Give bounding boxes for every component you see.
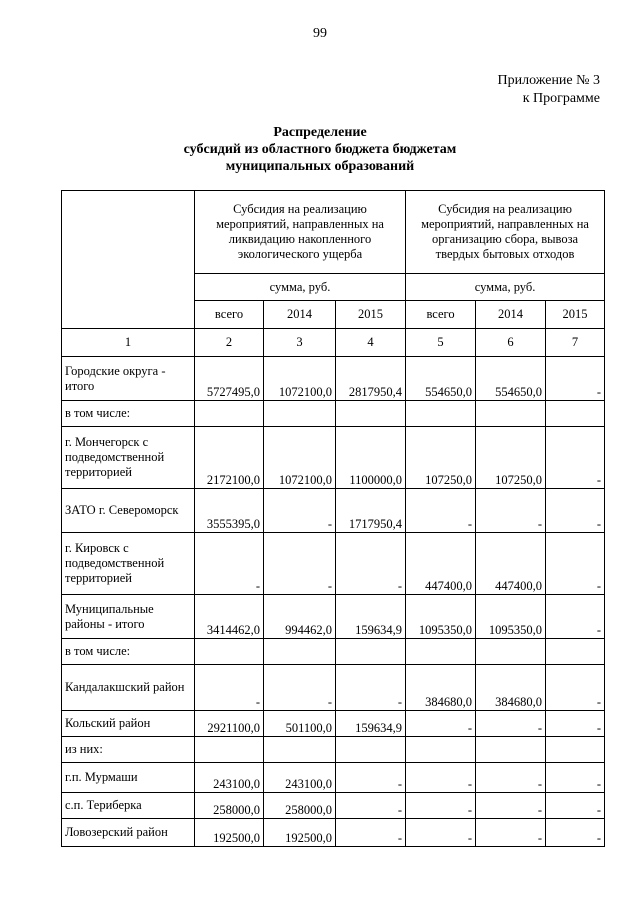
table-row [62,763,605,793]
table-row [62,793,605,819]
cell-value: 554650,0 [476,357,546,401]
sub-header-2015-2: 2015 [546,301,605,329]
cell-value: 1072100,0 [264,357,336,401]
row-name: г. Мончегорск с подведомственной территорией [62,427,195,489]
cell-value [406,401,476,427]
cell-value: - [406,793,476,819]
cell-value [546,737,605,763]
cell-value: 107250,0 [406,427,476,489]
cell-value [476,639,546,665]
cell-value [336,639,406,665]
sub-header-2014-1: 2014 [264,301,336,329]
cell-value: 447400,0 [476,533,546,595]
cell-value: - [195,665,264,711]
row-name: г.п. Мурмаши [62,763,195,793]
cell-value: - [336,665,406,711]
cell-value: 1095350,0 [406,595,476,639]
table-row [62,737,605,763]
cell-value: 501100,0 [264,711,336,737]
table-row [62,665,605,711]
cell-value: 258000,0 [195,793,264,819]
cell-value: - [546,427,605,489]
cell-value: - [406,711,476,737]
column-number: 4 [336,329,406,357]
cell-value: 2817950,4 [336,357,406,401]
cell-value: 192500,0 [195,819,264,847]
cell-value: - [336,763,406,793]
document-title [0,124,640,175]
cell-value [476,401,546,427]
row-name: Муниципальные районы - итого [62,595,195,639]
row-name: ЗАТО г. Североморск [62,489,195,533]
cell-value [264,639,336,665]
cell-value: - [336,793,406,819]
cell-value: - [406,489,476,533]
cell-value: 3414462,0 [195,595,264,639]
column-number: 7 [546,329,605,357]
appendix-line-2: к Программе [522,91,600,106]
column-number: 1 [62,329,195,357]
row-name: Кольский район [62,711,195,737]
row-name: г. Кировск с подведомственной территорией [62,533,195,595]
cell-value: 1717950,4 [336,489,406,533]
cell-value [476,737,546,763]
column-number: 3 [264,329,336,357]
sub-header-total-1: всего [195,301,264,329]
sum-label-2: сумма, руб. [406,274,605,301]
table-row [62,427,605,489]
row-name: с.п. Териберка [62,793,195,819]
cell-value: - [546,489,605,533]
cell-value: 447400,0 [406,533,476,595]
subsidy-table [61,190,605,847]
cell-value: 384680,0 [406,665,476,711]
title-line-1: Распределение [273,125,367,140]
cell-value: - [406,763,476,793]
cell-value: 2921100,0 [195,711,264,737]
row-name: в том числе: [62,639,195,665]
cell-value: - [546,793,605,819]
cell-value [195,737,264,763]
page-number: 99 [313,26,327,41]
cell-value: - [546,763,605,793]
cell-value [336,737,406,763]
cell-value: - [546,665,605,711]
cell-value: 159634,9 [336,711,406,737]
row-name: в том числе: [62,401,195,427]
cell-value: 243100,0 [195,763,264,793]
cell-value: 258000,0 [264,793,336,819]
cell-value: 159634,9 [336,595,406,639]
cell-value [195,401,264,427]
table-row [62,357,605,401]
column-number: 6 [476,329,546,357]
cell-value: 5727495,0 [195,357,264,401]
table-row [62,489,605,533]
cell-value: - [476,819,546,847]
title-line-2: субсидий из областного бюджета бюджетам [183,142,457,157]
cell-value: - [264,489,336,533]
cell-value [406,737,476,763]
cell-value: - [264,665,336,711]
cell-value: - [264,533,336,595]
row-name: Кандалакшский район [62,665,195,711]
appendix-line-1: Приложение № 3 [497,73,600,88]
cell-value: - [546,819,605,847]
table-row [62,639,605,665]
cell-value [336,401,406,427]
cell-value [546,401,605,427]
sum-label-1: сумма, руб. [195,274,406,301]
column-number: 5 [406,329,476,357]
table-row [62,401,605,427]
sub-header-2015-1: 2015 [336,301,406,329]
column-number: 2 [195,329,264,357]
cell-value [195,639,264,665]
row-name: Городские округа - итого [62,357,195,401]
cell-value: 2172100,0 [195,427,264,489]
cell-value: 994462,0 [264,595,336,639]
group-header-waste-collection: Субсидия на реализацию мероприятий, направленных на организацию сбора, вывоза твердых бытовых отходов [406,191,605,274]
cell-value: 192500,0 [264,819,336,847]
row-name: из них: [62,737,195,763]
row-name: Ловозерский район [62,819,195,847]
cell-value [264,401,336,427]
cell-value: - [476,711,546,737]
cell-value: 1095350,0 [476,595,546,639]
cell-value: 3555395,0 [195,489,264,533]
header-blank-cell [62,191,195,329]
cell-value: - [546,357,605,401]
table-row [62,819,605,847]
cell-value: 243100,0 [264,763,336,793]
cell-value: 1100000,0 [336,427,406,489]
cell-value: - [406,819,476,847]
cell-value: - [476,489,546,533]
cell-value [546,639,605,665]
cell-value: 554650,0 [406,357,476,401]
cell-value: - [476,763,546,793]
sub-header-total-2: всего [406,301,476,329]
cell-value: - [476,793,546,819]
cell-value: 384680,0 [476,665,546,711]
cell-value: - [336,533,406,595]
cell-value [406,639,476,665]
table-row [62,595,605,639]
table-row [62,711,605,737]
cell-value [264,737,336,763]
cell-value: - [546,533,605,595]
sub-header-2014-2: 2014 [476,301,546,329]
cell-value: 107250,0 [476,427,546,489]
table-row [62,533,605,595]
cell-value: - [195,533,264,595]
appendix-label [498,72,601,108]
cell-value: 1072100,0 [264,427,336,489]
cell-value: - [336,819,406,847]
cell-value: - [546,711,605,737]
cell-value: - [546,595,605,639]
title-line-3: муниципальных образований [225,159,415,174]
group-header-ecological-damage: Субсидия на реализацию мероприятий, направленных на ликвидацию накопленного экологического ущерба [195,191,406,274]
